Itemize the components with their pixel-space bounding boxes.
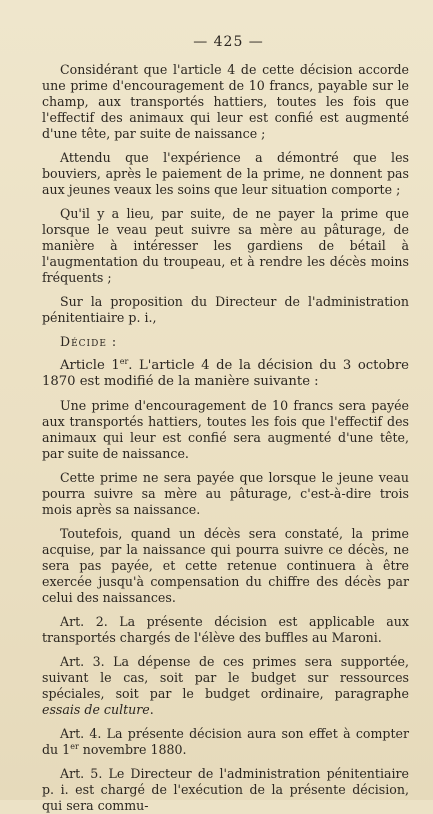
paragraph-proposition: Sur la proposition du Directeur de l'administration pénitentiaire p. i., bbox=[42, 294, 409, 325]
article-3 bbox=[42, 654, 409, 718]
article-5: Art. 5. Le Directeur de l'administration pénitentiaire p. i. est chargé de l'exécution de la présente décision, qui sera commu- bbox=[42, 766, 409, 813]
paragraph-quil-y-a-lieu: Qu'il y a lieu, par suite, de ne payer la prime que lorsque le veau peut suivre sa mère au pâturage, de manière à intéresser les gardiens de bétail à l'augmentation du troupeau, et à rendre les décès moins fréquents ; bbox=[42, 206, 409, 285]
article-1-paragraph-toutefois: Toutefois, quand un décès sera constaté, la prime acquise, par la naissance qui pourra suivre ce décès, ne sera pas payée, et cette retenue continuera à être exercée jusqu'à compensation du chiffre des décès par celui des naissances. bbox=[42, 526, 409, 605]
article-3-end: . bbox=[149, 702, 154, 717]
article-1-text: . L'article 4 de la décision du 3 octobre 1870 est modifié de la manière suivante : bbox=[42, 358, 409, 389]
article-1-sup: er bbox=[119, 357, 129, 366]
article-4-end: novembre 1880. bbox=[78, 742, 187, 757]
article-4-text: Art. 4. La présente décision aura son effet à compter du 1 bbox=[42, 726, 409, 757]
article-1-paragraph-payee: Cette prime ne sera payée que lorsque le jeune veau pourra suivre sa mère au pâturage, c'est-à-dire trois mois après sa naissance. bbox=[42, 470, 409, 517]
decide-heading: Décide : bbox=[60, 334, 118, 349]
article-3-italic: essais de culture bbox=[42, 702, 150, 717]
article-4-sup: er bbox=[70, 742, 79, 751]
article-4 bbox=[42, 726, 409, 758]
article-3-text: Art. 3. La dépense de ces primes sera supportée, suivant le cas, soit par le budget sur ressources spéciales, soit par le budget ordinaire, paragraphe bbox=[42, 654, 409, 701]
article-2: Art. 2. La présente décision est applicable aux transportés chargés de l'élève des buffles au Maroni. bbox=[42, 614, 409, 645]
paragraph-considerant: Considérant que l'article 4 de cette décision accorde une prime d'encouragement de 10 francs, payable sur le champ, aux transportés hattiers, toutes les fois que l'effectif des animaux qui leur est confié est augmenté d'une tête, par suite de naissance ; bbox=[42, 62, 409, 141]
paragraph-attendu: Attendu que l'expérience a démontré que les bouviers, après le paiement de la prime, ne donnent pas aux jeunes veaux les soins que leur situation comporte ; bbox=[42, 150, 409, 197]
article-1-paragraph-prime: Une prime d'encouragement de 10 francs sera payée aux transportés hattiers, toutes les fois que l'effectif des animaux qui leur est confié sera augmenté d'une tête, par suite de naissance. bbox=[42, 398, 409, 461]
page-number: — 425 — bbox=[193, 34, 264, 50]
article-1 bbox=[42, 358, 409, 390]
article-1-prefix: Article 1 bbox=[60, 358, 120, 373]
